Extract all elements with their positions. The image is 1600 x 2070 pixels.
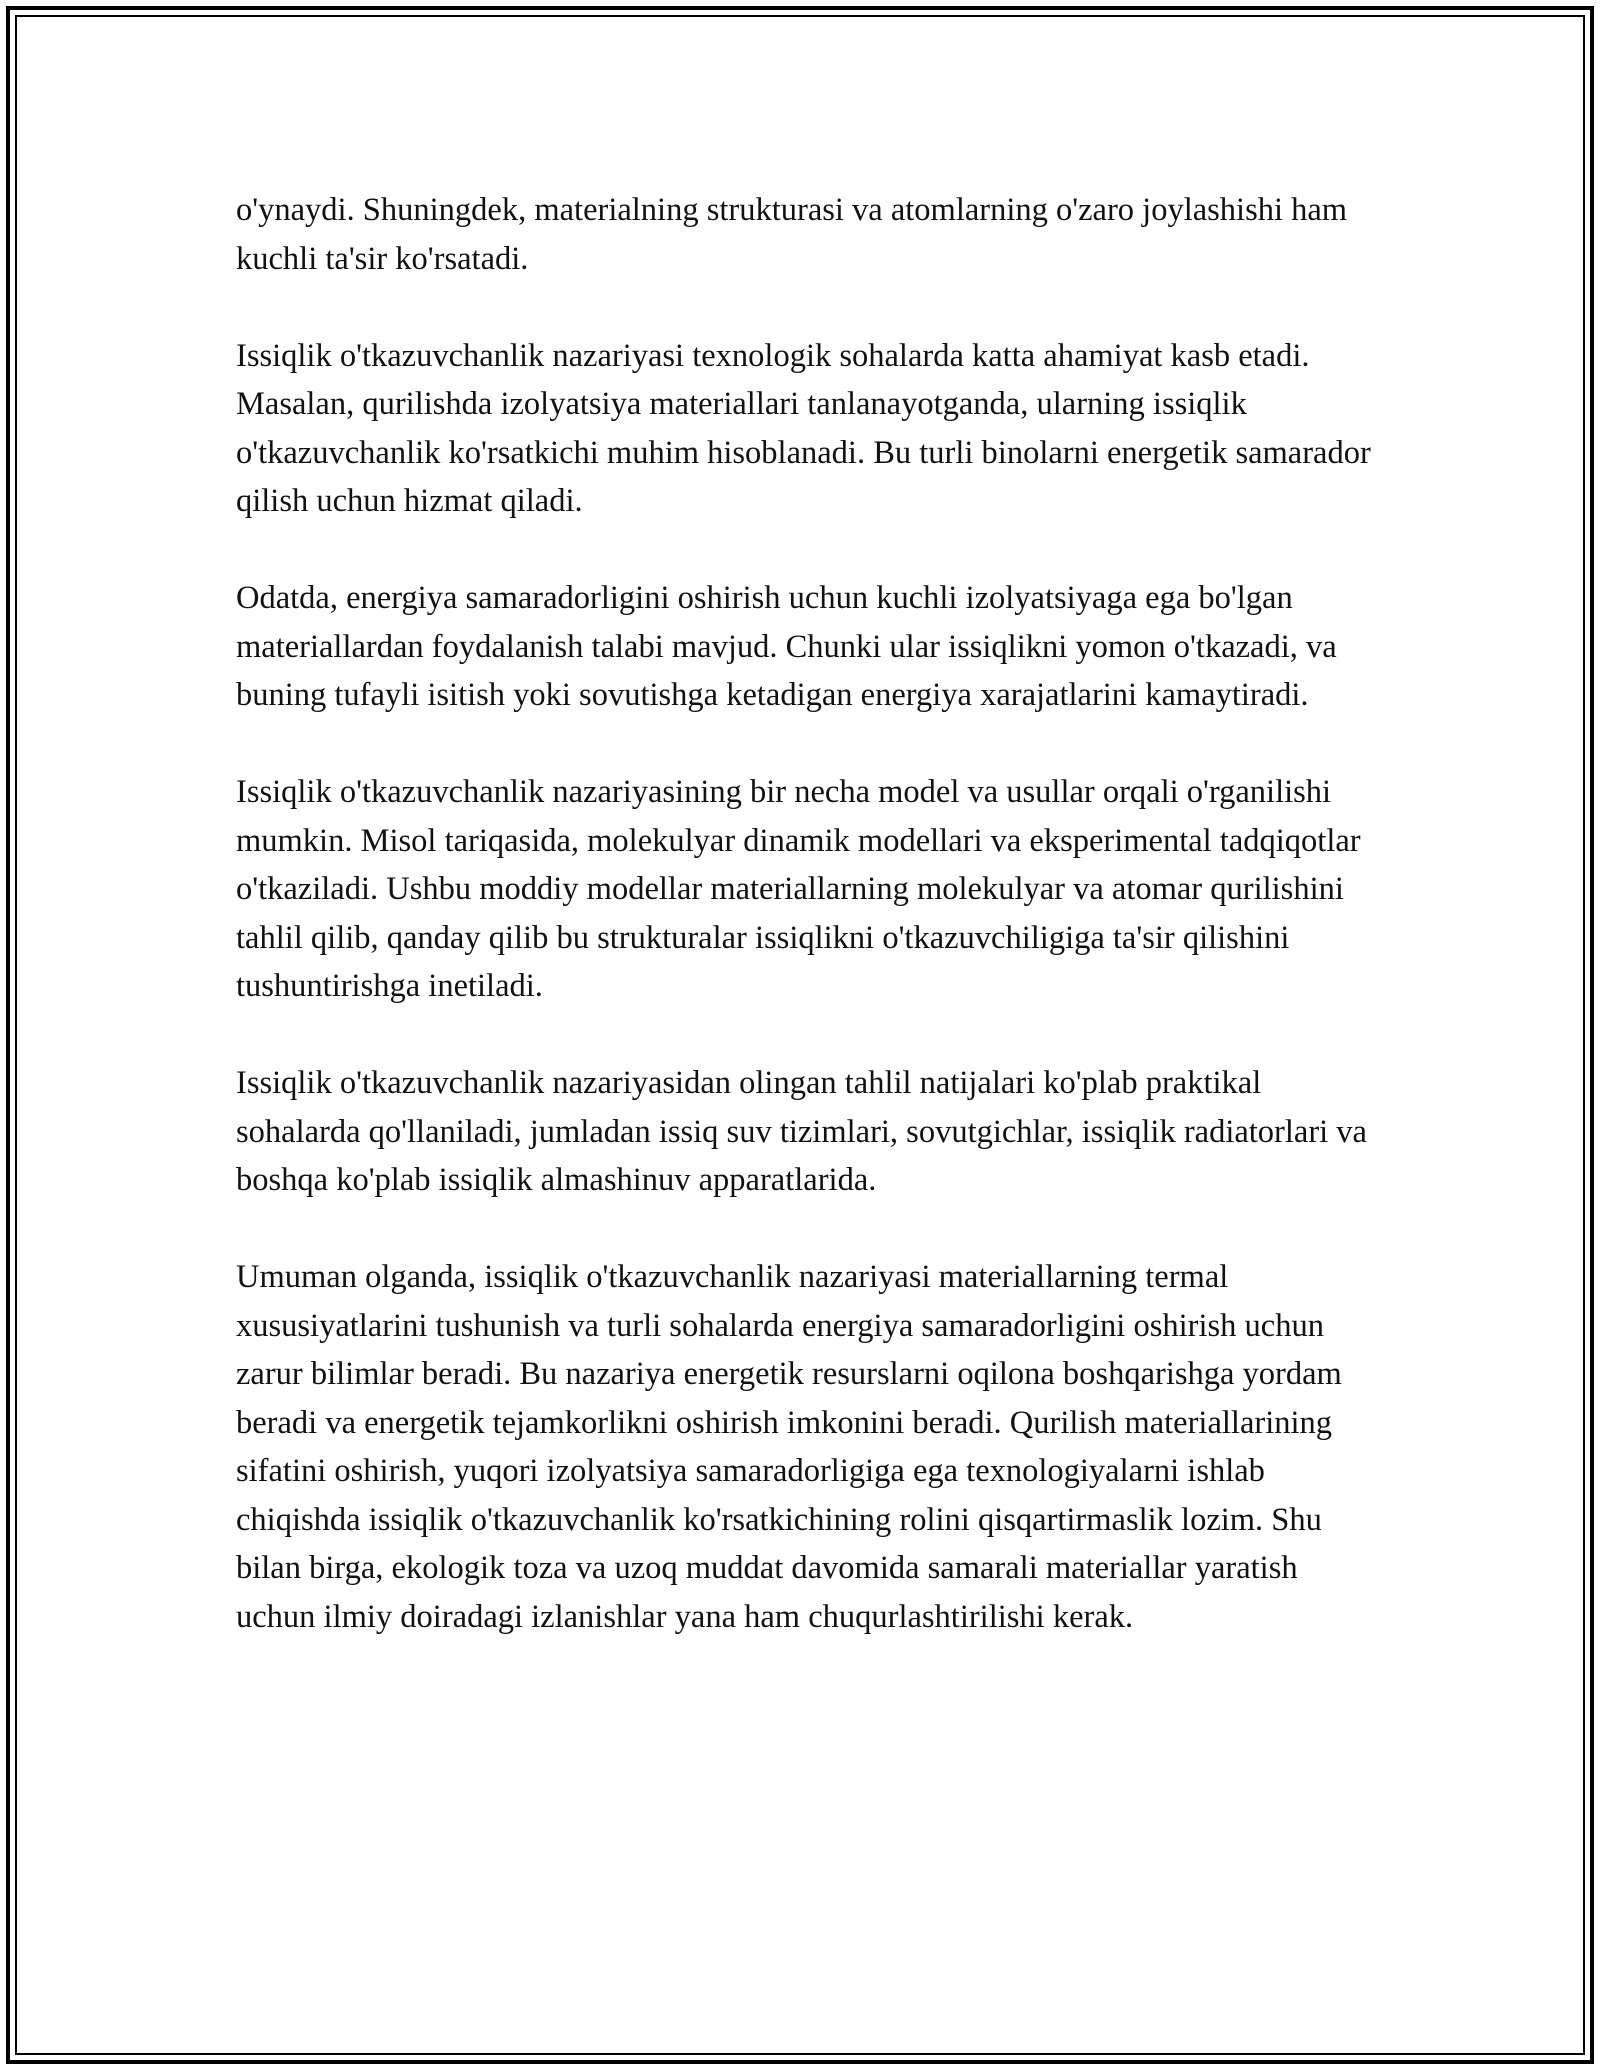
paragraph-5: Issiqlik o'tkazuvchanlik nazariyasidan olingan tahlil natijalari ko'plab praktikal sohalarda qo'llaniladi, jumladan issiq suv tizimlari, sovutgichlar, issiqlik radiatorlari va boshqa ko'plab issiqlik almashinuv apparatlarida. [236,1065,1367,1198]
paragraph-6: Umuman olganda, issiqlik o'tkazuvchanlik nazariyasi materiallarning termal xususiyatlarini tushunish va turli sohalarda energiya samaradorligini oshirish uchun zarur bilimlar beradi. Bu nazariya energetik resurslarni oqilona boshqarishga yordam beradi va energetik tejamkorlikni oshirish imkonini beradi. Qurilish materiallarining sifatini oshirish, yuqori izolyatsiya samaradorligiga ega texnologiyalarni ishlab chiqishda issiqlik o'tkazuvchanlik ko'rsatkichining rolini qisqartirmaslik lozim. Shu bilan birga, ekologik toza va uzoq muddat davomida samarali materiallar yaratish uchun ilmiy doiradagi izlanishlar yana ham chuqurlashtirilishi kerak. [236,1259,1342,1635]
paragraph-1: o'ynaydi. Shuningdek, materialning strukturasi va atomlarning o'zaro joylashishi ham kuchli ta'sir ko'rsatadi. [236,192,1348,277]
paragraph-2: Issiqlik o'tkazuvchanlik nazariyasi texnologik sohalarda katta ahamiyat kasb etadi. Masalan, qurilishda izolyatsiya materiallari tanlanayotganda, ularning issiqlik o'tkazuvchanlik ko'rsatkichi muhim hisoblanadi. Bu turli binolarni energetik samarador qilish uchun hizmat qiladi. [236,337,1371,519]
paragraph-3: Odatda, energiya samaradorligini oshirish uchun kuchli izolyatsiyaga ega bo'lgan materiallardan foydalanish talabi mavjud. Chunki ular issiqlikni yomon o'tkazadi, va buning tufayli isitish yoki sovutishga ketadigan energiya xarajatlarini kamaytiradi. [236,580,1337,713]
paragraph-4: Issiqlik o'tkazuvchanlik nazariyasining bir necha model va usullar orqali o'rganilishi mumkin. Misol tariqasida, molekulyar dinamik modellari va eksperimental tadqiqotlar o'tkaziladi. Ushbu moddiy modellar materiallarning molekulyar va atomar qurilishini tahlil qilib, qanday qilib bu strukturalar issiqlikni o'tkazuvchiligiga ta'sir qilishini tushuntirishga inetiladi. [236,774,1361,1004]
document-body [236,186,1376,1641]
